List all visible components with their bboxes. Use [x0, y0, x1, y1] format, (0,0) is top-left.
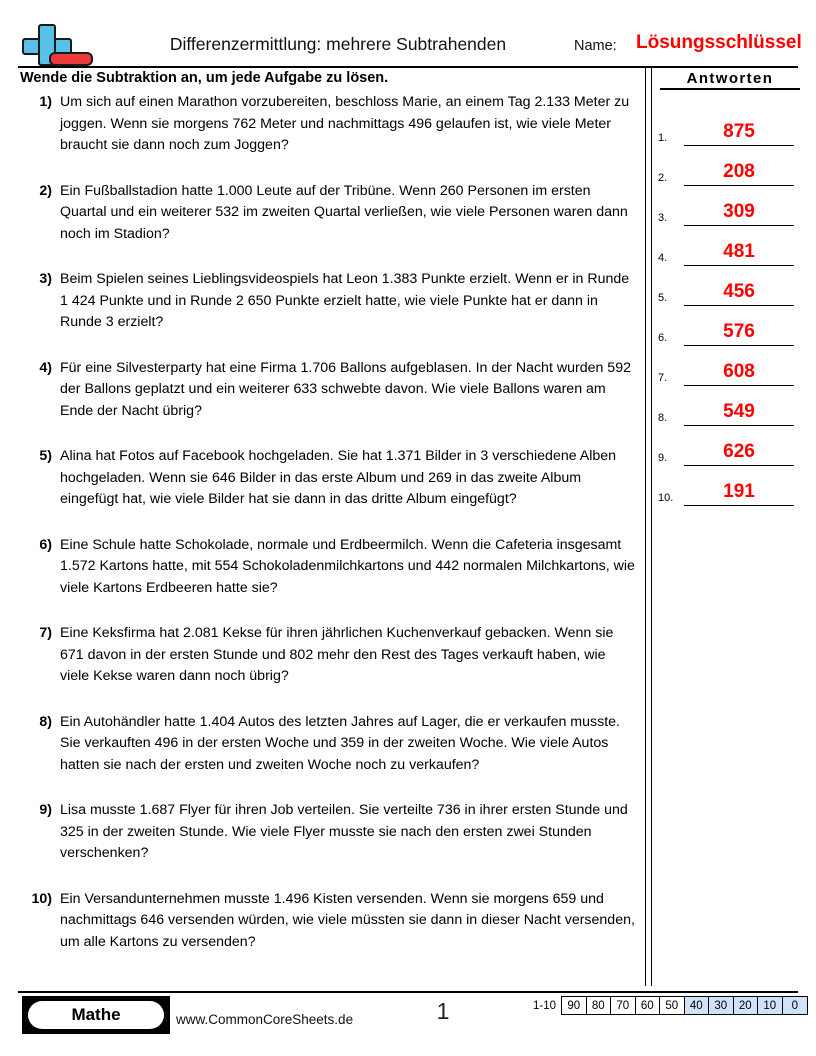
- name-label: Name:: [574, 38, 617, 54]
- question-number: 5): [39, 448, 52, 464]
- question-number: 4): [39, 359, 52, 376]
- plus-minus-icon: [18, 24, 92, 66]
- question-number: 10): [31, 890, 52, 907]
- answer-value: 481: [723, 241, 755, 262]
- question-item: [18, 92, 638, 157]
- answer-value: 191: [723, 481, 755, 502]
- grading-scale-label: 1-10: [533, 999, 557, 1012]
- questions-list: [18, 92, 638, 977]
- question-item: [18, 800, 638, 865]
- answer-number: 7.: [658, 372, 668, 384]
- question-item: [18, 712, 638, 777]
- answer-row: [658, 186, 804, 226]
- answer-row: [658, 266, 804, 306]
- answer-row: [658, 346, 804, 386]
- answer-value: 608: [723, 361, 755, 382]
- grading-scale-cell: 60: [636, 997, 661, 1014]
- grading-scale-cell: 20: [734, 997, 759, 1014]
- question-number: 6): [39, 536, 52, 553]
- subject-badge: [22, 996, 170, 1034]
- answer-row: [658, 146, 804, 186]
- answer-row: [658, 386, 804, 426]
- question-number: 7): [39, 625, 52, 641]
- question-item: [18, 889, 638, 954]
- answer-number: 10.: [658, 492, 674, 504]
- grading-scale-cell: 30: [709, 997, 734, 1014]
- answer-number: 9.: [658, 452, 668, 464]
- question-text: Ein Fußballstadion hatte 1.000 Leute auf der Tribüne. Wenn 260 Personen im ersten Quartal und ein weiterer 532 im zweiten Quartal verließen, wie viele Personen waren dann noch im Stadion?: [60, 182, 628, 242]
- answer-row: [658, 306, 804, 346]
- grading-scale-cell: 10: [758, 997, 783, 1014]
- site-url: www.CommonCoreSheets.de: [176, 1012, 354, 1027]
- answer-number: 2.: [658, 172, 668, 184]
- instruction-text: Wende die Subtraktion an, um jede Aufgabe zu lösen.: [20, 70, 389, 86]
- answer-value: 309: [723, 201, 755, 222]
- answer-row: [658, 226, 804, 266]
- question-number: 9): [39, 802, 52, 818]
- answer-value: 576: [723, 321, 755, 342]
- answer-row: [658, 466, 804, 506]
- answer-line[interactable]: [684, 505, 794, 506]
- question-number: 8): [39, 713, 52, 730]
- minus-bar: [49, 52, 93, 66]
- answer-value: 208: [723, 161, 755, 182]
- answer-number: 6.: [658, 332, 668, 344]
- answers-list: [658, 106, 804, 506]
- question-item: [18, 446, 638, 511]
- question-text: Ein Autohändler hatte 1.404 Autos des letzten Jahres auf Lager, die er verkaufen musste. Sie verkauften 496 in der ersten Woche und 359 in der zweiten Woche. Wie viele Autos hatten sie nach der ersten und zweiten Woche noch zu verkaufen?: [60, 713, 620, 773]
- question-item: [18, 269, 638, 334]
- answer-row: [658, 426, 804, 466]
- question-text: Eine Keksfirma hat 2.081 Kekse für ihren jährlichen Kuchenverkauf gebacken. Wenn sie 671 davon in der ersten Stunde und 802 mehr den Rest des Tages verkauft haben, wie viele Kekse waren dann noch übrig?: [60, 625, 614, 684]
- grading-scale-boxes: [561, 996, 808, 1015]
- answers-heading: Antworten: [660, 70, 800, 90]
- answer-number: 1.: [658, 132, 668, 144]
- grading-scale-cell: 70: [611, 997, 636, 1014]
- question-item: [18, 358, 638, 423]
- column-divider-left: [645, 66, 646, 986]
- grading-scale: [533, 996, 808, 1015]
- answer-number: 3.: [658, 212, 668, 224]
- answer-value: 549: [723, 401, 755, 422]
- page-title: Differenzermittlung: mehrere Subtrahenden: [169, 34, 507, 54]
- question-number: 1): [39, 94, 52, 110]
- question-text: Für eine Silvesterparty hat eine Firma 1.706 Ballons aufgeblasen. In der Nacht wurden 592 der Ballons geplatzt und ein weiterer 633 schwebte davon. Wie viele Ballons waren am Ende der Nacht übrig?: [60, 359, 631, 419]
- question-item: [18, 623, 638, 688]
- question-number: 2): [39, 182, 52, 199]
- column-divider-right: [651, 66, 652, 986]
- question-text: Um sich auf einen Marathon vorzubereiten, beschloss Marie, an einem Tag 2.133 Meter zu joggen. Wenn sie morgens 762 Meter und nachmittags 496 gelaufen ist, wie viele Meter braucht sie dann noch zum Joggen?: [60, 94, 630, 153]
- answer-number: 5.: [658, 292, 668, 304]
- answer-number: 8.: [658, 412, 668, 424]
- answer-number: 4.: [658, 252, 668, 264]
- answer-value: 456: [723, 281, 755, 302]
- grading-scale-cell: 80: [587, 997, 612, 1014]
- question-number: 3): [39, 271, 52, 287]
- grading-scale-cell: 50: [660, 997, 685, 1014]
- question-item: [18, 535, 638, 600]
- grading-scale-cell: 40: [685, 997, 710, 1014]
- answer-row: [658, 106, 804, 146]
- answer-value: 626: [723, 441, 755, 462]
- question-text: Ein Versandunternehmen musste 1.496 Kisten versenden. Wenn sie morgens 659 und nachmittags 646 versenden würden, wie viele müssten sie dann in dieser Nacht versenden, um alle Kartons zu versenden?: [60, 890, 635, 950]
- grading-scale-cell: 90: [562, 997, 587, 1014]
- question-text: Eine Schule hatte Schokolade, normale und Erdbeermilch. Wenn die Cafeteria insgesamt 1.572 Kartons hatte, mit 554 Schokoladenmilchkartons und 442 normalen Milchkartons, wie viele Kartons Erdbeeren hatte sie?: [60, 536, 635, 596]
- subject-badge-label: Mathe: [28, 1001, 164, 1029]
- header-divider: [18, 66, 798, 68]
- question-item: [18, 181, 638, 246]
- grading-scale-cell: 0: [783, 997, 808, 1014]
- footer-divider: [18, 991, 798, 993]
- page-header: [18, 22, 802, 66]
- answer-key-badge: Lösungsschlüssel: [636, 32, 802, 53]
- question-text: Lisa musste 1.687 Flyer für ihren Job verteilen. Sie verteilte 736 in ihrer ersten Stunde und 325 in der zweiten Stunde. Wie viele Flyer musste sie nach den ersten zwei Stunden verschenken?: [60, 802, 628, 861]
- answer-value: 875: [723, 121, 755, 142]
- page-number: 1: [436, 998, 450, 1024]
- question-text: Alina hat Fotos auf Facebook hochgeladen. Sie hat 1.371 Bilder in 3 verschiedene Alben hochgeladen. Wenn sie 646 Bilder in das erste Album und 269 in das zweite Album eingefügt hat, wie viele Bilder hat sie dann in das dritte Album eingefügt?: [60, 448, 617, 507]
- question-text: Beim Spielen seines Lieblingsvideospiels hat Leon 1.383 Punkte erzielt. Wenn er in Runde 1 424 Punkte und in Runde 2 650 Punkte erzielt hatte, wie viele Punkte hat er dann in Runde 3 erzielt?: [60, 271, 630, 330]
